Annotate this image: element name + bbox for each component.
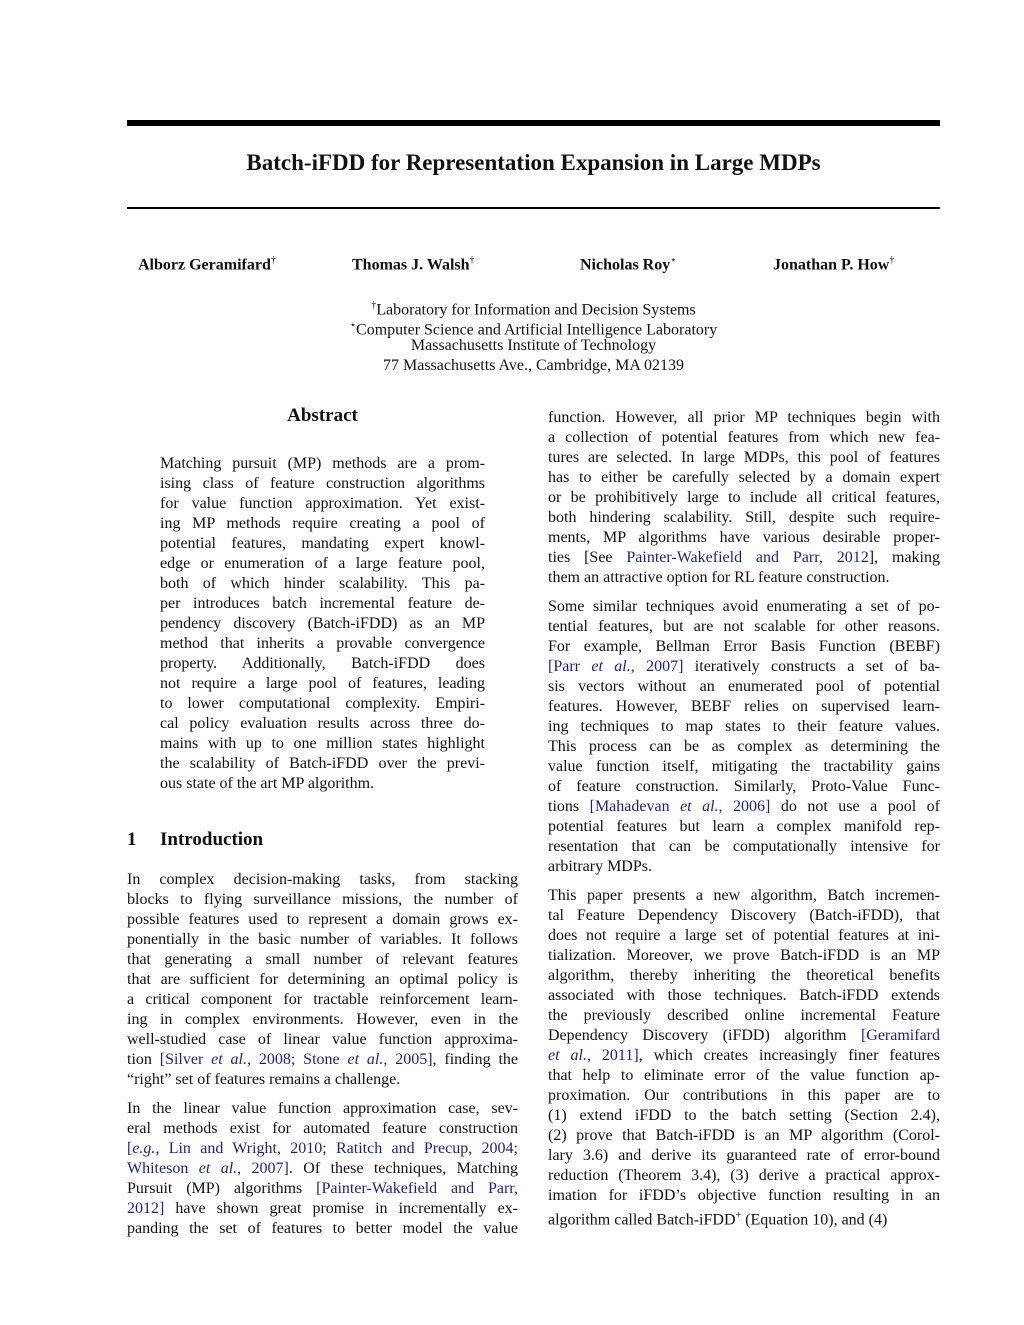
citation-link[interactable]: [Parr (548, 658, 592, 675)
text-span: + (735, 1210, 742, 1221)
text-line (548, 986, 940, 1006)
text-span: tential features, but are not scalable for other reasons. (548, 618, 940, 635)
text-line (548, 637, 940, 657)
text-span: algorithm called Batch-iFDD (548, 1211, 736, 1229)
text-line (548, 548, 940, 568)
text-span: imation for iFDD’s objective function resulting in an (548, 1187, 940, 1204)
text-span: blocks to flying surveillance missions, the number of (127, 891, 518, 908)
text-span: a critical component for tractable reinforcement learn- (127, 991, 518, 1008)
text-line (160, 694, 485, 714)
text-line (127, 950, 518, 970)
citation-link[interactable]: [ (127, 1140, 133, 1157)
text-line (160, 494, 485, 514)
text-span: eral methods exist for automated feature construction (127, 1120, 518, 1137)
text-span: proximation. Our contributions in this paper are to (548, 1087, 940, 1104)
text-span: (1) extend iFDD to the batch setting (Section 2.4), (548, 1107, 940, 1124)
text-span: tialization. Moreover, we prove Batch-iFDD is an MP (548, 947, 940, 964)
text-span: possible features used to represent a domain grows ex- (127, 911, 518, 928)
text-span: algorithm, thereby inheriting the theoretical benefits (548, 967, 940, 984)
text-line (548, 697, 940, 717)
text-line (160, 734, 485, 754)
text-line (548, 757, 940, 777)
text-line (160, 514, 485, 534)
text-span: tures are selected. In large MDPs, this pool of features (548, 449, 940, 466)
paragraph (127, 1099, 518, 1239)
text-line (160, 474, 485, 494)
text-span: ments, MP algorithms have various desirable proper- (548, 529, 940, 546)
text-span: well-studied case of linear value function approxima- (127, 1031, 518, 1048)
citation-link[interactable]: et al. (680, 798, 719, 815)
text-line (160, 714, 485, 734)
text-line (548, 1106, 940, 1126)
text-line (548, 1126, 940, 1146)
text-line (548, 468, 940, 488)
text-span: Pursuit (MP) algorithms (127, 1180, 317, 1197)
text-line (548, 448, 940, 468)
text-span: tion (127, 1051, 160, 1068)
text-span: potential features, mandating expert knowl- (160, 535, 485, 552)
text-line (160, 674, 485, 694)
text-span: lary 3.6) and derive its guaranteed rate of error-bound (548, 1147, 940, 1164)
text-line (548, 777, 940, 797)
citation-link[interactable]: , 2011] (586, 1047, 639, 1064)
citation-link[interactable]: [Silver (159, 1051, 212, 1068)
abstract-heading: Abstract (287, 405, 358, 426)
paragraph (548, 408, 940, 588)
citation-link[interactable]: , 2005] (383, 1051, 433, 1068)
text-line (548, 597, 940, 617)
text-line (127, 1050, 518, 1070)
text-line (548, 1146, 940, 1166)
text-line (160, 614, 485, 634)
citation-link[interactable]: et al. (548, 1047, 587, 1064)
text-span: value function itself, mitigating the tractability gains (548, 758, 940, 775)
paragraph (548, 597, 940, 877)
text-line (548, 488, 940, 508)
text-span: , which creates increasingly finer features (638, 1047, 940, 1064)
text-span: (Equation 10), and (4) (741, 1211, 888, 1229)
section-heading-introduction: 1 Introduction (127, 829, 264, 850)
right-column-body (548, 408, 940, 1235)
text-line (548, 817, 940, 837)
text-span: reduction (Theorem 3.4), (3) derive a practical approx- (548, 1167, 940, 1184)
text-line (548, 1026, 940, 1046)
text-line (127, 910, 518, 930)
affiliation: †Laboratory for Information and Decision Systems (371, 300, 696, 319)
text-span: or be prohibitively large to include all critical features, (548, 489, 940, 506)
citation-link[interactable]: , 2007] (237, 1160, 289, 1177)
text-line (160, 534, 485, 554)
text-span: ing techniques to map states to their feature values. (548, 718, 940, 735)
citation-link[interactable]: [Mahadevan (589, 798, 681, 815)
paper-title: Batch-iFDD for Representation Expansion in Large MDPs (246, 150, 821, 175)
text-span: has to either be carefully selected by a domain expert (548, 469, 940, 486)
text-span: a collection of potential features from which new fea- (548, 429, 940, 446)
citation-link[interactable]: , 2007] (630, 658, 684, 675)
text-line (548, 857, 940, 877)
text-line (548, 837, 940, 857)
citation-link[interactable]: , Lin and Wright, 2010; Ratitch and Precup, 2004; (155, 1140, 518, 1157)
text-span: For example, Bellman Error Basis Function (BEBF) (548, 638, 940, 655)
text-line (127, 1219, 518, 1239)
text-span: the scalability of Batch-iFDD over the previ- (160, 755, 485, 772)
text-line (548, 1046, 940, 1066)
text-span: resentation that can be computationally intensive for (548, 838, 940, 855)
text-span: “right” set of features remains a challenge. (127, 1071, 401, 1088)
text-span: ous state of the art MP algorithm. (160, 775, 375, 792)
text-line (160, 574, 485, 594)
affiliation: ⋆Computer Science and Artificial Intelligence Laboratory (349, 320, 718, 339)
text-line (548, 1006, 940, 1026)
text-line (127, 890, 518, 910)
text-line (548, 966, 940, 986)
text-line (548, 737, 940, 757)
citation-link[interactable]: et al. (591, 658, 631, 675)
text-span: to lower computational complexity. Empiri- (160, 695, 485, 712)
affiliation: Massachusetts Institute of Technology (410, 337, 657, 354)
text-line (548, 528, 940, 548)
paragraph (127, 870, 518, 1090)
text-span: ], making (868, 549, 940, 566)
text-span: the previously described online incremental Feature (548, 1007, 940, 1024)
text-line (548, 408, 940, 428)
text-line (127, 870, 518, 890)
text-span: sis vectors without an enumerated pool of potential (548, 678, 940, 695)
citation-link[interactable]: e.g. (132, 1140, 156, 1157)
text-span: Dependency Discovery (iFDD) algorithm (548, 1027, 861, 1044)
text-line (548, 946, 940, 966)
text-line (548, 906, 940, 926)
text-span: pendency discovery (Batch-iFDD) as an MP (160, 615, 485, 632)
citation-link[interactable]: Painter-Wakefield and Parr, 2012 (626, 549, 869, 566)
abstract-body (160, 454, 485, 803)
text-span: ising class of feature construction algorithms (160, 475, 485, 492)
author: Nicholas Roy⋆ (580, 255, 677, 274)
text-line (160, 594, 485, 614)
text-span: for value function approximation. Yet exist- (160, 495, 485, 512)
text-line (127, 1099, 518, 1119)
text-span: panding the set of features to better model the value (127, 1220, 518, 1237)
text-line (548, 617, 940, 637)
text-line (127, 990, 518, 1010)
text-line (160, 774, 485, 794)
text-line (127, 1070, 518, 1090)
text-span: features. However, BEBF relies on supervised learn- (548, 698, 940, 715)
text-line (548, 428, 940, 448)
text-line (548, 1066, 940, 1086)
text-span: iteratively constructs a set of ba- (683, 658, 941, 675)
text-span: arbitrary MDPs. (548, 858, 652, 875)
text-line (548, 657, 940, 677)
text-line (548, 508, 940, 528)
text-span: of feature construction. Similarly, Proto-Value Func- (548, 778, 940, 795)
text-line (127, 1179, 518, 1199)
citation-link[interactable]: et al. (211, 1051, 248, 1068)
citation-link[interactable]: , 2006] (718, 798, 771, 815)
text-span: that generating a small number of relevant features (127, 951, 518, 968)
paragraph (160, 454, 485, 794)
text-line (548, 886, 940, 906)
title-rule (127, 207, 940, 209)
citation-link[interactable]: et al. (347, 1051, 384, 1068)
text-line (548, 1186, 940, 1206)
text-line (127, 1010, 518, 1030)
text-span: , finding the (432, 1051, 519, 1068)
citation-link[interactable]: et al. (198, 1160, 238, 1177)
text-line (548, 1086, 940, 1106)
text-span: tal Feature Dependency Discovery (Batch-iFDD), that (548, 907, 940, 924)
text-line (548, 717, 940, 737)
text-span: both of which hinder scalability. This pa- (160, 575, 485, 592)
text-line (160, 654, 485, 674)
text-span: ing MP methods require creating a pool of (160, 515, 485, 532)
text-span: Some similar techniques avoid enumerating a set of po- (548, 598, 940, 615)
text-span: edge or enumeration of a large feature pool, (160, 555, 485, 572)
text-span: . Of these techniques, Matching (288, 1160, 518, 1177)
text-span: does not require a large set of potential features at ini- (548, 927, 940, 944)
text-line (160, 754, 485, 774)
text-line (548, 926, 940, 946)
text-span: mains with up to one million states highlight (160, 735, 485, 752)
text-span: In complex decision-making tasks, from stacking (127, 871, 518, 888)
text-span: property. Additionally, Batch-iFDD does (160, 655, 485, 672)
text-span: per introduces batch incremental feature de- (160, 595, 485, 612)
left-column-body (127, 870, 518, 1248)
text-line (127, 1030, 518, 1050)
text-span: tions (548, 798, 590, 815)
citation-link[interactable]: 2012] (127, 1200, 165, 1217)
text-span: function. However, all prior MP techniques begin with (548, 409, 940, 426)
text-line (160, 554, 485, 574)
text-span: have shown great promise in incrementally ex- (164, 1200, 518, 1217)
text-span: method that inherits a provable convergence (160, 635, 485, 652)
affiliation: 77 Massachusetts Ave., Cambridge, MA 02139 (382, 357, 684, 374)
text-line (548, 1166, 940, 1186)
text-span: ing in complex environments. However, even in the (127, 1011, 518, 1028)
text-line (160, 634, 485, 654)
text-line (548, 1206, 940, 1229)
text-line (127, 1139, 518, 1159)
top-rule (127, 120, 940, 126)
author: Jonathan P. How† (773, 255, 895, 274)
text-span: ponentially in the basic number of variables. It follows (127, 931, 518, 948)
text-span: Matching pursuit (MP) methods are a prom- (160, 455, 485, 472)
text-line (127, 1199, 518, 1219)
text-line (160, 454, 485, 474)
citation-link[interactable]: [Geramifard (860, 1027, 940, 1044)
paragraph (548, 886, 940, 1229)
citation-link[interactable]: , 2008; Stone (247, 1051, 348, 1068)
text-span: (2) prove that Batch-iFDD is an MP algorithm (Corol- (548, 1127, 940, 1144)
text-span: that help to eliminate error of the value function ap- (548, 1067, 940, 1084)
text-line (127, 970, 518, 990)
citation-link[interactable]: [Painter-Wakefield and Parr, (316, 1180, 518, 1197)
text-span: ties [See (548, 549, 627, 566)
text-span: cal policy evaluation results across three do- (160, 715, 485, 732)
text-span: both hindering scalability. Still, despite such require- (548, 509, 940, 526)
author: Thomas J. Walsh† (352, 255, 475, 274)
text-line (127, 1119, 518, 1139)
text-span: This paper presents a new algorithm, Batch incremen- (548, 887, 940, 904)
text-span: that are sufficient for determining an optimal policy is (127, 971, 518, 988)
text-span: do not use a pool of (770, 798, 940, 815)
text-span: not require a large pool of features, leading (160, 675, 485, 692)
text-line (127, 930, 518, 950)
text-span: This process can be as complex as determining the (548, 738, 940, 755)
text-span: potential features but learn a complex manifold rep- (548, 818, 940, 835)
text-line (548, 677, 940, 697)
text-line (548, 568, 940, 588)
text-span: In the linear value function approximation case, sev- (127, 1100, 518, 1117)
citation-link[interactable]: Whiteson (127, 1160, 199, 1177)
text-line (127, 1159, 518, 1179)
author: Alborz Geramifard† (138, 255, 276, 274)
text-span: associated with those techniques. Batch-iFDD extends (548, 987, 940, 1004)
text-span: them an attractive option for RL feature construction. (548, 569, 890, 586)
text-line (548, 797, 940, 817)
